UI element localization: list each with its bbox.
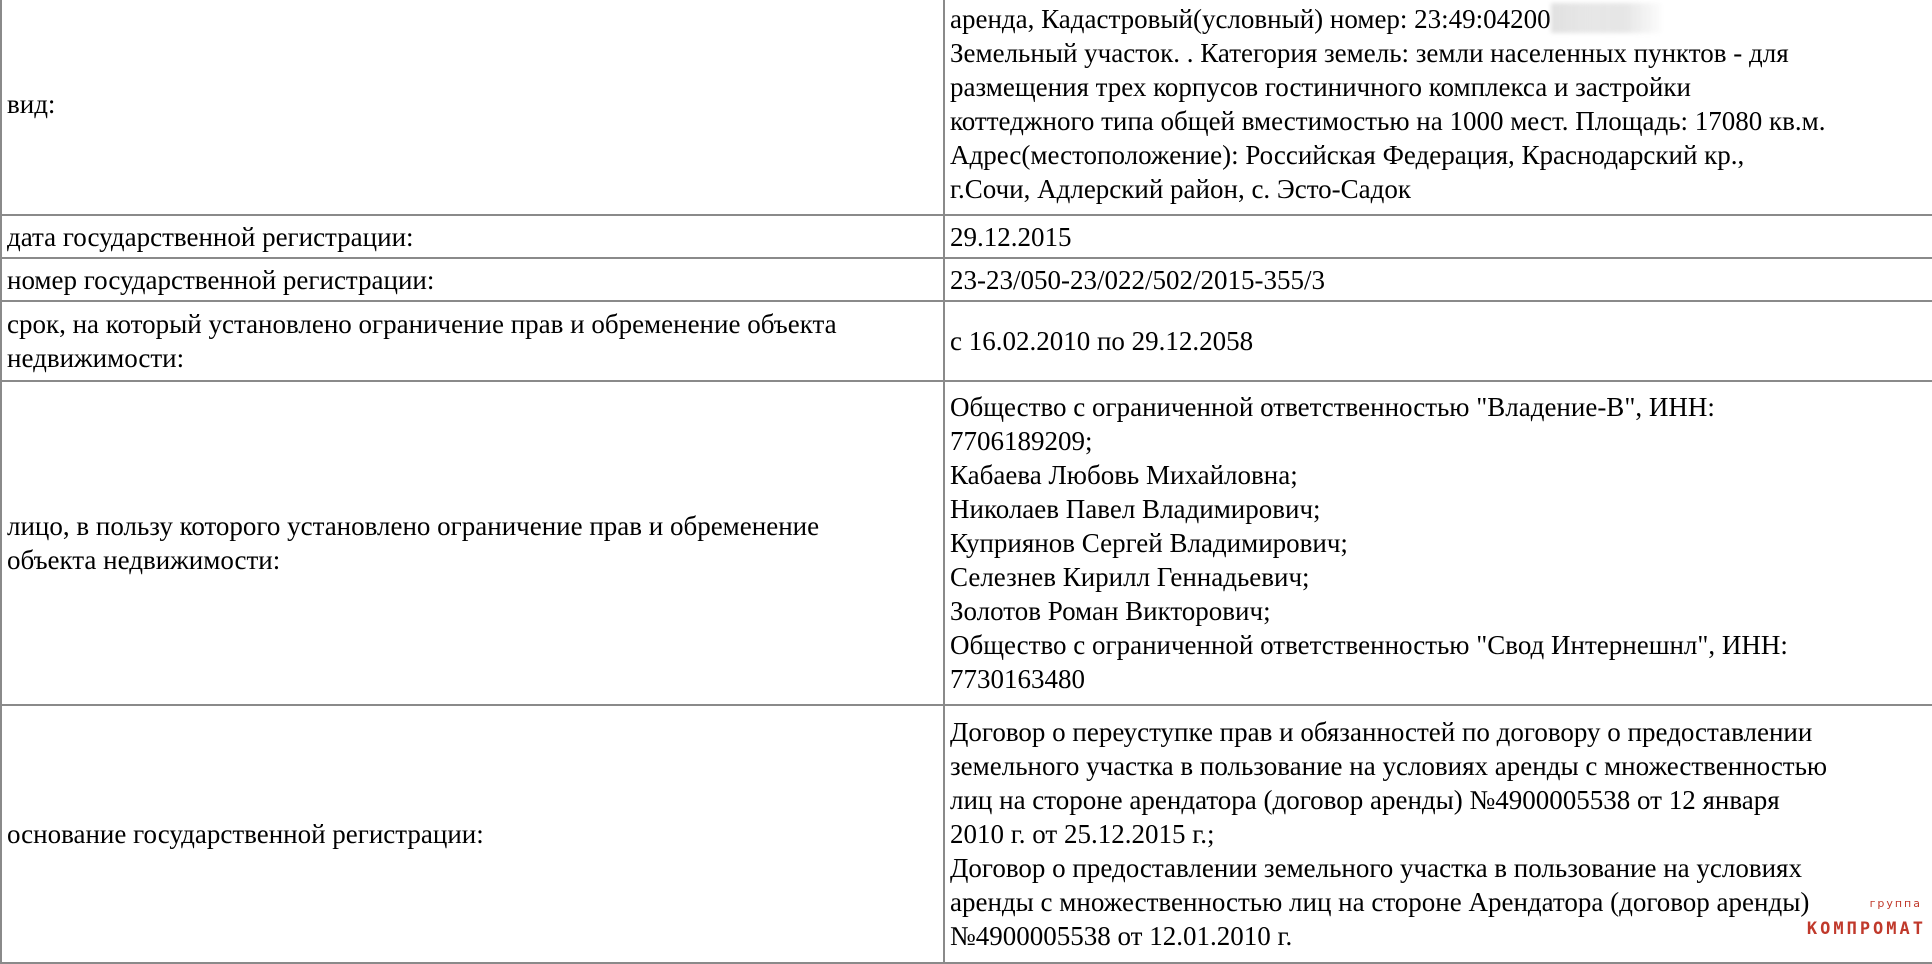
label-line: объекта недвижимости: (7, 545, 281, 575)
value-line: г.Сочи, Адлерский район, с. Эсто-Садок (950, 174, 1412, 204)
value-encumbrance-term (944, 301, 1932, 381)
redaction-blur (1551, 3, 1661, 33)
value-line (950, 2, 1932, 36)
label-line: лицо, в пользу которого установлено ограничение прав и обременение (7, 511, 820, 541)
value-line: 2010 г. от 25.12.2015 г.; (950, 819, 1215, 849)
row-registration-number (1, 258, 1932, 301)
watermark-logo (1756, 897, 1926, 939)
value-line: Кабаева Любовь Михайловна; (950, 460, 1298, 490)
label-text: вид: (7, 89, 56, 119)
value-line: 7706189209; (950, 426, 1093, 456)
row-type (1, 0, 1932, 215)
row-registration-basis (1, 705, 1932, 963)
value-line: размещения трех корпусов гостиничного комплекса и застройки (950, 72, 1691, 102)
value-line: Земельный участок. . Категория земель: земли населенных пунктов - для (950, 38, 1789, 68)
watermark-big-text: КОМПРОМАТ (1806, 919, 1926, 939)
label-text: номер государственной регистрации: (7, 264, 435, 295)
label-line: недвижимости: (7, 343, 185, 373)
value-line: лиц на стороне арендатора (договор аренды) №4900005538 от 12 января (950, 785, 1780, 815)
value-line: Николаев Павел Владимирович; (950, 494, 1321, 524)
value-line: Селезнев Кирилл Геннадьевич; (950, 562, 1310, 592)
value-type (944, 0, 1932, 215)
label-text: основание государственной регистрации: (7, 819, 484, 849)
label-text: дата государственной регистрации: (7, 221, 414, 252)
value-line: аренды с множественностью лиц на стороне Арендатора (договор аренды) (950, 887, 1810, 917)
label-registration-number (1, 258, 944, 301)
value-line: 29.12.2015 (950, 221, 1072, 252)
value-registration-date (944, 215, 1932, 258)
label-beneficiary (1, 381, 944, 705)
value-line: земельного участка в пользование на условиях аренды с множественностью (950, 751, 1828, 781)
value-line: коттеджного типа общей вместимостью на 1000 мест. Площадь: 17080 кв.м. (950, 106, 1826, 136)
value-line: Куприянов Сергей Владимирович; (950, 528, 1348, 558)
row-encumbrance-term (1, 301, 1932, 381)
label-registration-basis (1, 705, 944, 963)
label-line: срок, на который установлено ограничение прав и обременение объекта (7, 309, 837, 339)
value-line: Договор о предоставлении земельного участка в пользование на условиях (950, 853, 1802, 883)
value-line: 23-23/050-23/022/502/2015-355/3 (950, 264, 1325, 295)
value-line: Общество с ограниченной ответственностью "Владение-В", ИНН: (950, 392, 1715, 422)
cadastral-number-text: аренда, Кадастровый(условный) номер: 23:49:04200 (950, 4, 1551, 34)
value-line: 7730163480 (950, 664, 1085, 694)
value-line: с 16.02.2010 по 29.12.2058 (950, 326, 1254, 356)
value-line: Адрес(местоположение): Российская Федерация, Краснодарский кр., (950, 140, 1745, 170)
label-encumbrance-term (1, 301, 944, 381)
row-beneficiary (1, 381, 1932, 705)
value-line: №4900005538 от 12.01.2010 г. (950, 921, 1293, 951)
label-type (1, 0, 944, 215)
label-registration-date (1, 215, 944, 258)
watermark-small-text: группа (1869, 897, 1922, 910)
value-registration-number (944, 258, 1932, 301)
value-line: Золотов Роман Викторович; (950, 596, 1271, 626)
row-registration-date (1, 215, 1932, 258)
value-line: Договор о переуступке прав и обязанностей по договору о предоставлении (950, 717, 1813, 747)
value-beneficiary (944, 381, 1932, 705)
value-line: Общество с ограниченной ответственностью "Свод Интернешнл", ИНН: (950, 630, 1788, 660)
